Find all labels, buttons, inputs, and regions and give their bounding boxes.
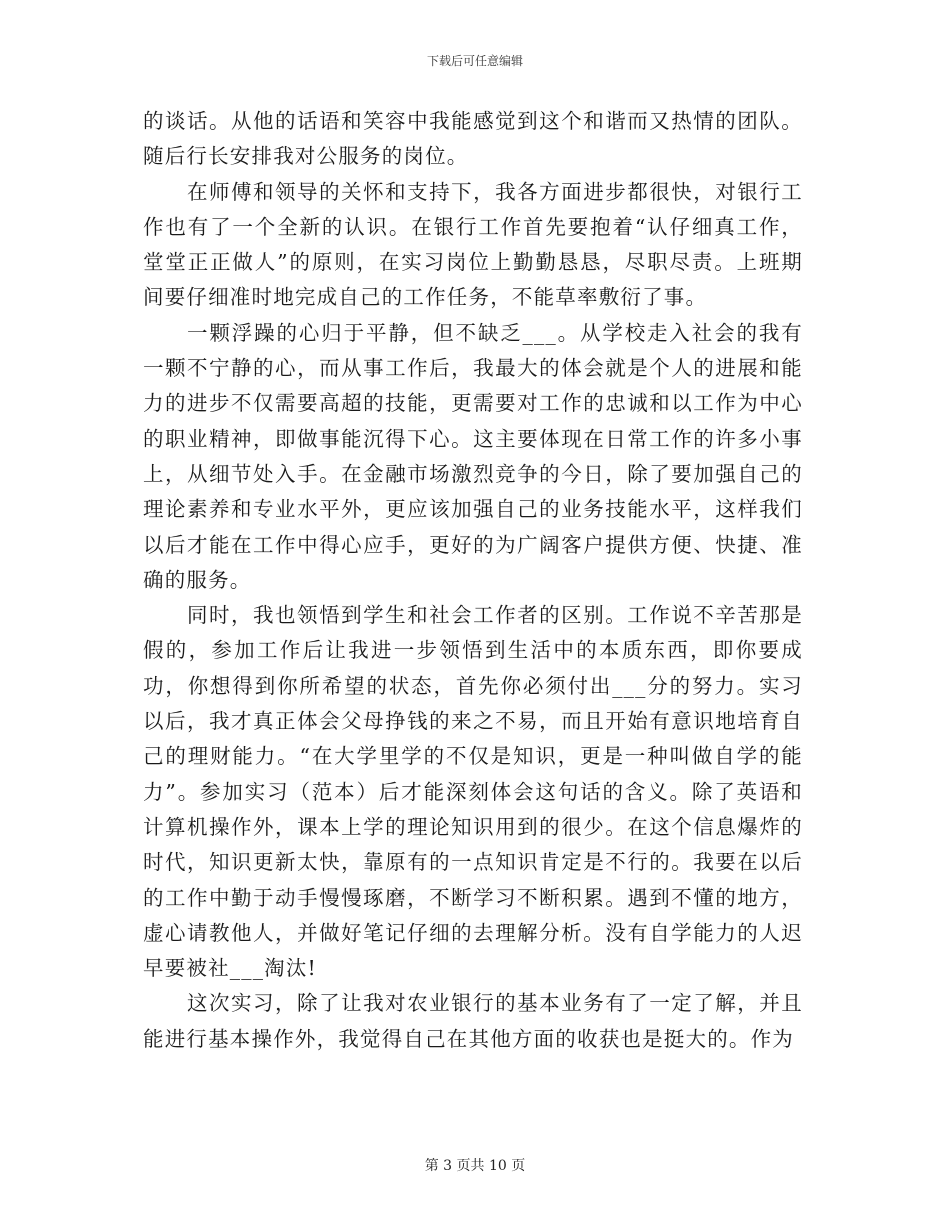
paragraph-1: 的谈话。从他的话语和笑容中我能感觉到这个和谐而又热情的团队。随后行长安排我对公服务的岗位。 <box>143 109 803 169</box>
document-body <box>143 104 803 1057</box>
paragraph-2: 在师傅和领导的关怀和支持下，我各方面进步都很快，对银行工作也有了一个全新的认识。在银行工作首先要抱着“认仔细真工作，堂堂正正做人”的原则，在实习岗位上勤勤恳恳，尽职尽责。上班期间要仔细准时地完成自己的工作任务，不能草率敷衍了事。 <box>143 179 803 310</box>
paragraph-4: 同时，我也领悟到学生和社会工作者的区别。工作说不辛苦那是假的，参加工作后让我进一步领悟到生活中的本质东西，即你要成功，你想得到你所希望的状态，首先你必须付出___分的努力。实习以后，我才真正体会父母挣钱的来之不易，而且开始有意识地培育自己的理财能力。“在大学里学的不仅是知识，更是一种叫做自学的能力”。参加实习（范本）后才能深刻体会这句话的含义。除了英语和计算机操作外，课本上学的理论知识用到的很少。在这个信息爆炸的时代，知识更新太快，靠原有的一点知识肯定是不行的。我要在以后的工作中勤于动手慢慢琢磨，不断学习不断积累。遇到不懂的地方，虚心请教他人，并做好笔记仔细的去理解分析。没有自学能力的人迟早要被社___淘汰! <box>143 603 803 981</box>
page-header: 下载后可任意编辑 <box>426 54 523 68</box>
page-footer: 第 3 页共 10 页 <box>424 1158 526 1174</box>
paragraph-3: 一颗浮躁的心归于平静，但不缺乏___。从学校走入社会的我有一颗不宁静的心，而从事工作后，我最大的体会就是个人的进展和能力的进步不仅需要高超的技能，更需要对工作的忠诚和以工作为中心的职业精神，即做事能沉得下心。这主要体现在日常工作的许多小事上，从细节处入手。在金融市场激烈竞争的今日，除了要加强自己的理论素养和专业水平外，更应该加强自己的业务技能水平，这样我们以后才能在工作中得心应手，更好的为广阔客户提供方便、快捷、准确的服务。 <box>143 320 803 592</box>
paragraph-5: 这次实习，除了让我对农业银行的基本业务有了一定了解，并且能进行基本操作外，我觉得自己在其他方面的收获也是挺大的。作为 <box>143 991 803 1051</box>
